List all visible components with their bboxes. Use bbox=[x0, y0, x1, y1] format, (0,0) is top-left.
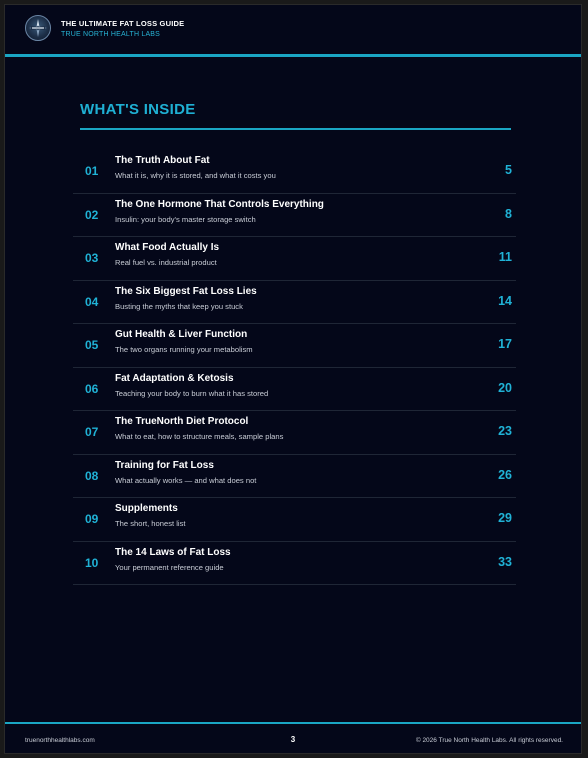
chapter-page-number: 11 bbox=[498, 250, 512, 264]
chapter-page-number: 17 bbox=[498, 337, 512, 351]
chapter-number: 07 bbox=[85, 425, 99, 439]
chapter-title: The 14 Laws of Fat Loss bbox=[115, 546, 231, 558]
chapter-description: Real fuel vs. industrial product bbox=[115, 258, 217, 267]
guide-title: THE ULTIMATE FAT LOSS GUIDE bbox=[61, 19, 185, 28]
toc-item[interactable] bbox=[73, 150, 516, 194]
chapter-number: 04 bbox=[85, 294, 99, 309]
toc-item[interactable] bbox=[73, 324, 516, 368]
chapter-number: 09 bbox=[85, 512, 99, 526]
chapter-page-number: 20 bbox=[498, 380, 512, 395]
chapter-title: Training for Fat Loss bbox=[115, 459, 214, 471]
footer-website: truenorthhealthlabs.com bbox=[25, 737, 95, 744]
footer-page-number: 3 bbox=[290, 735, 296, 744]
chapter-page-number: 8 bbox=[505, 206, 512, 221]
chapter-title: The Six Biggest Fat Loss Lies bbox=[115, 285, 257, 297]
chapter-title: What Food Actually Is bbox=[115, 242, 220, 253]
compass-emblem-icon bbox=[25, 15, 51, 41]
header-divider bbox=[5, 54, 581, 57]
toc-item[interactable] bbox=[73, 498, 516, 542]
chapter-description: Your permanent reference guide bbox=[115, 562, 224, 572]
table-of-contents bbox=[73, 150, 516, 585]
document-page bbox=[4, 4, 582, 754]
section-title: WHAT'S INSIDE bbox=[80, 101, 196, 118]
chapter-number: 10 bbox=[85, 555, 99, 570]
toc-item[interactable] bbox=[73, 542, 516, 586]
chapter-number: 06 bbox=[85, 381, 99, 396]
chapter-page-number: 26 bbox=[498, 467, 512, 482]
footer-copyright: © 2026 True North Health Labs. All rights reserved. bbox=[415, 737, 563, 744]
chapter-number: 08 bbox=[85, 468, 99, 483]
chapter-page-number: 5 bbox=[505, 163, 512, 177]
chapter-title: Gut Health & Liver Function bbox=[115, 329, 248, 340]
chapter-number: 02 bbox=[85, 207, 99, 222]
chapter-number: 03 bbox=[85, 251, 99, 265]
chapter-page-number: 14 bbox=[498, 293, 512, 308]
chapter-title: The One Hormone That Controls Everything bbox=[115, 198, 324, 210]
toc-item[interactable] bbox=[73, 237, 516, 281]
chapter-page-number: 23 bbox=[498, 424, 512, 438]
chapter-description: The short, honest list bbox=[115, 519, 186, 528]
chapter-title: Fat Adaptation & Ketosis bbox=[115, 372, 234, 384]
chapter-title: The Truth About Fat bbox=[115, 155, 210, 166]
toc-item[interactable] bbox=[73, 281, 516, 325]
toc-item[interactable] bbox=[73, 455, 516, 499]
chapter-description: Busting the myths that keep you stuck bbox=[115, 301, 243, 311]
chapter-description: Teaching your body to burn what it has stored bbox=[115, 388, 269, 398]
chapter-description: Insulin: your body's master storage switch bbox=[115, 214, 256, 224]
brand-name: TRUE NORTH HEALTH LABS bbox=[61, 31, 161, 38]
toc-item[interactable] bbox=[73, 368, 516, 412]
chapter-number: 05 bbox=[85, 338, 99, 352]
chapter-description: What to eat, how to structure meals, sample plans bbox=[115, 432, 284, 441]
chapter-title: The TrueNorth Diet Protocol bbox=[115, 416, 249, 427]
chapter-page-number: 29 bbox=[498, 511, 512, 525]
toc-item[interactable] bbox=[73, 194, 516, 238]
page-header bbox=[5, 5, 581, 55]
footer-divider bbox=[5, 722, 581, 724]
chapter-description: The two organs running your metabolism bbox=[115, 345, 253, 354]
chapter-title: Supplements bbox=[115, 503, 178, 514]
title-underline bbox=[80, 128, 511, 130]
chapter-description: What it is, why it is stored, and what it costs you bbox=[115, 171, 276, 180]
chapter-description: What actually works — and what does not bbox=[115, 475, 257, 485]
chapter-page-number: 33 bbox=[498, 554, 512, 569]
chapter-number: 01 bbox=[85, 164, 99, 178]
toc-item[interactable] bbox=[73, 411, 516, 455]
